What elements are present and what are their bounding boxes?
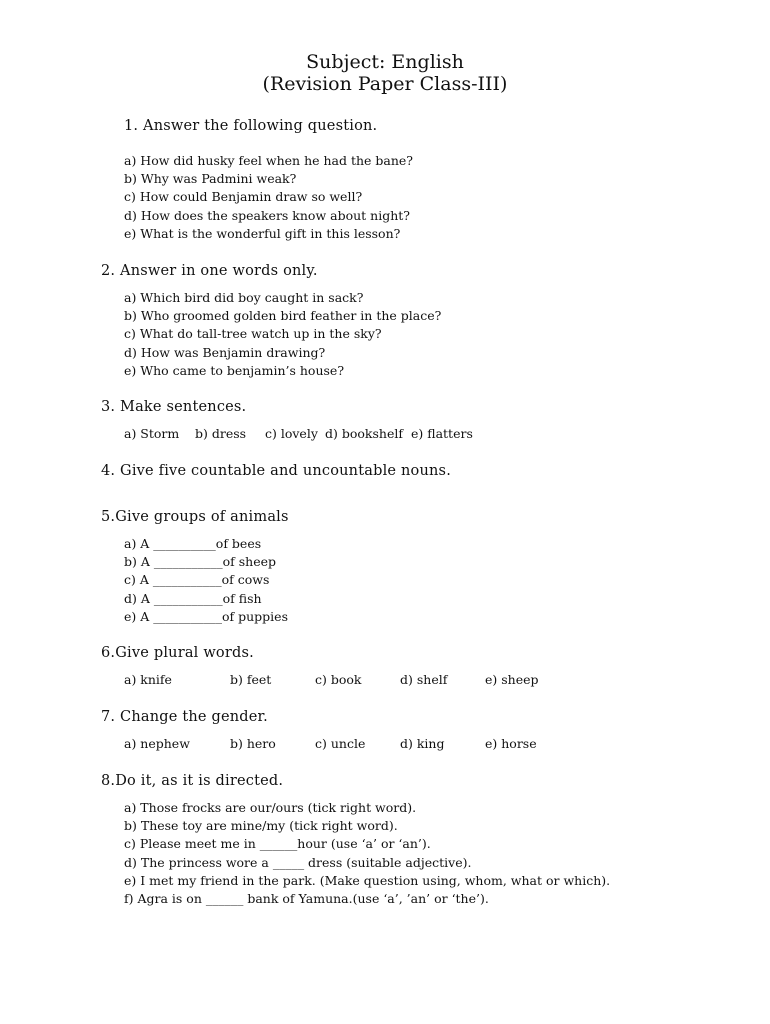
- list-item: b) A ___________of sheep: [124, 554, 276, 570]
- question-1-list: [124, 152, 413, 243]
- list-item: b) Who groomed golden bird feather in the place?: [124, 308, 442, 324]
- question-5-heading: 5.Give groups of animals: [101, 509, 289, 525]
- option-item: e) sheep: [485, 672, 539, 687]
- list-item: e) A ___________of puppies: [124, 608, 288, 624]
- option-item: d) king: [400, 736, 445, 751]
- list-item: d) How was Benjamin drawing?: [124, 344, 326, 360]
- list-item: a) Which bird did boy caught in sack?: [124, 290, 364, 305]
- option-item: d) shelf: [400, 672, 448, 687]
- option-item: a) Storm: [124, 426, 180, 441]
- option-item: c) book: [315, 672, 362, 687]
- question-7-options: [124, 736, 564, 754]
- option-item: c) uncle: [315, 736, 366, 751]
- list-item: f) Agra is on ______ bank of Yamuna.(use ‘a’, ’an’ or ‘the’).: [124, 890, 489, 906]
- option-item: b) dress: [195, 426, 247, 441]
- list-item: e) What is the wonderful gift in this lesson?: [124, 225, 401, 241]
- question-8-heading: 8.Do it, as it is directed.: [101, 773, 284, 789]
- question-7-heading: 7. Change the gender.: [101, 709, 268, 725]
- list-item: c) What do tall-tree watch up in the sky?: [124, 326, 382, 342]
- question-3-options: [124, 426, 524, 444]
- question-6-heading: 6.Give plural words.: [101, 645, 254, 661]
- option-item: e) horse: [485, 736, 537, 751]
- question-6-options: [124, 672, 564, 690]
- question-2-heading: 2. Answer in one words only.: [101, 263, 318, 279]
- question-3-heading: 3. Make sentences.: [101, 399, 247, 415]
- option-item: b) feet: [230, 672, 272, 687]
- list-item: b) Why was Padmini weak?: [124, 171, 297, 187]
- list-item: e) Who came to benjamin’s house?: [124, 362, 345, 378]
- list-item: c) How could Benjamin draw so well?: [124, 189, 363, 205]
- question-4-heading: 4. Give five countable and uncountable nouns.: [101, 463, 451, 479]
- page-title: Subject: English: [306, 51, 464, 73]
- list-item: e) I met my friend in the park. (Make question using, whom, what or which).: [124, 872, 611, 888]
- option-item: d) bookshelf: [325, 426, 403, 441]
- page-subtitle: (Revision Paper Class-III): [262, 73, 508, 95]
- option-item: a) nephew: [124, 736, 190, 751]
- question-5-list: [124, 535, 288, 626]
- option-item: e) flatters: [411, 426, 473, 441]
- option-item: b) hero: [230, 736, 276, 751]
- question-2-list: [124, 289, 441, 380]
- list-item: a) Those frocks are our/ours (tick right word).: [124, 800, 417, 815]
- list-item: d) A ___________of fish: [124, 590, 262, 606]
- list-item: c) Please meet me in ______hour (use ‘a’ or ‘an’).: [124, 836, 431, 852]
- list-item: a) A __________of bees: [124, 536, 262, 551]
- option-item: a) knife: [124, 672, 172, 687]
- list-item: b) These toy are mine/my (tick right word).: [124, 818, 398, 834]
- list-item: d) The princess wore a _____ dress (suitable adjective).: [124, 854, 472, 870]
- list-item: a) How did husky feel when he had the bane?: [124, 153, 414, 168]
- question-1-heading: 1. Answer the following question.: [124, 118, 378, 134]
- option-item: c) lovely: [265, 426, 318, 441]
- question-8-list: [124, 799, 610, 908]
- list-item: d) How does the speakers know about night?: [124, 207, 410, 223]
- list-item: c) A ___________of cows: [124, 572, 270, 588]
